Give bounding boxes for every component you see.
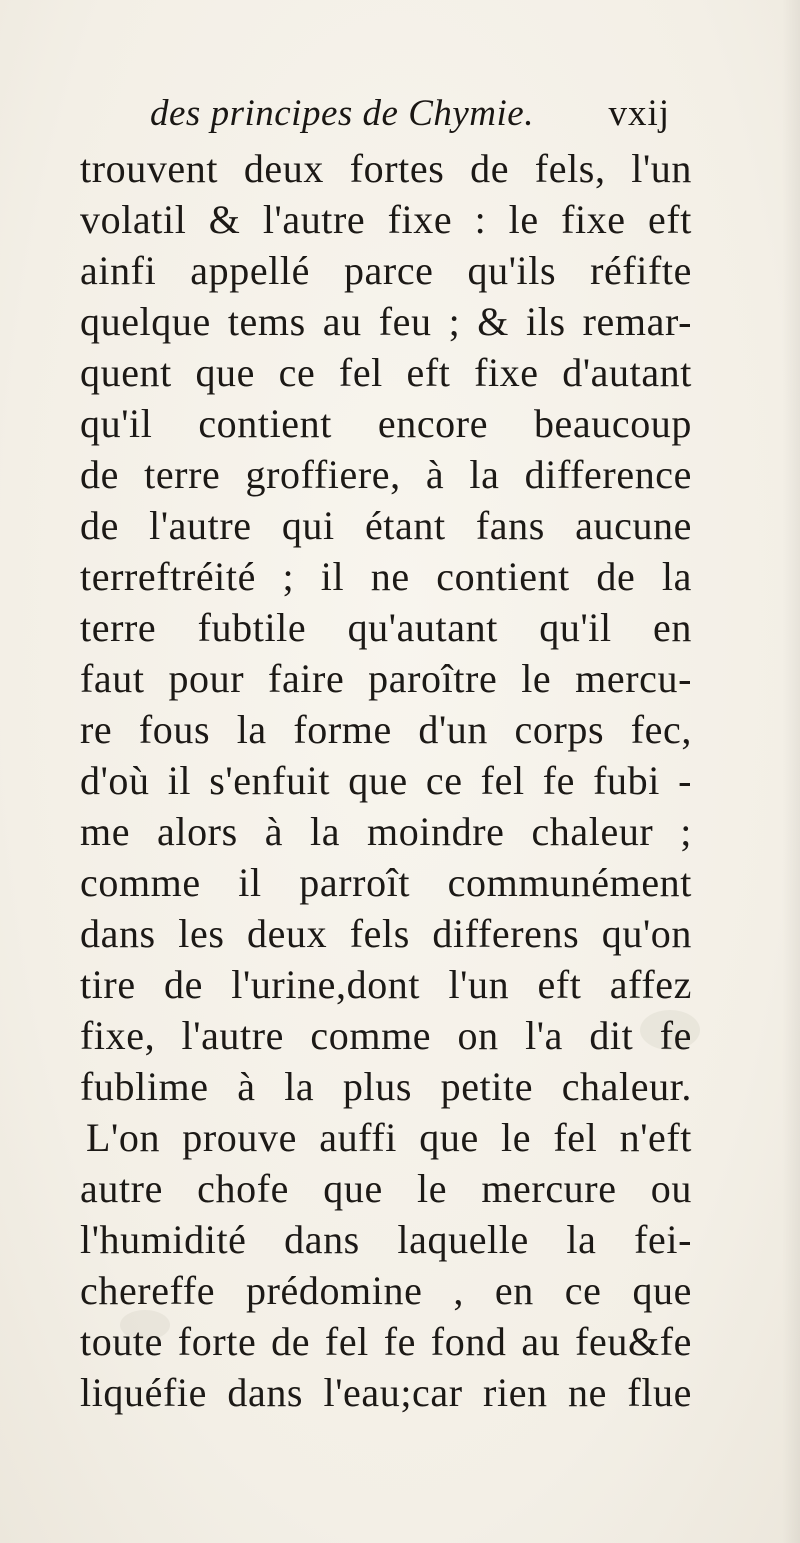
text-line: trouvent deux fortes de fels, l'un [80, 146, 692, 191]
text-line: fixe, l'autre comme on l'a dit fe [80, 1013, 692, 1058]
text-line: quelque tems au feu ; & ils remar- [80, 299, 692, 344]
text-line: L'on prouve auffi que le fel n'eft [86, 1115, 692, 1160]
text-line: terre fubtile qu'autant qu'il en [80, 605, 692, 650]
text-line: l'humidité dans laquelle la fei- [80, 1217, 692, 1262]
text-line: fublime à la plus petite chaleur. [80, 1064, 692, 1109]
text-line: dans les deux fels differens qu'on [80, 911, 692, 956]
text-line: volatil & l'autre fixe : le fixe eft [80, 197, 692, 242]
text-line: terreftréité ; il ne contient de la [80, 554, 692, 599]
text-line: faut pour faire paroître le mercu- [80, 656, 692, 701]
text-line: d'où il s'enfuit que ce fel fe fubi - [80, 758, 692, 803]
text-line: chereffe prédomine , en ce que [80, 1268, 692, 1313]
page-edge-shadow [782, 0, 800, 1543]
text-line: toute forte de fel fe fond au feu&fe [80, 1319, 692, 1364]
page-header [150, 92, 670, 142]
text-line: liquéfie dans l'eau;car rien ne flue [80, 1370, 692, 1415]
text-line: qu'il contient encore beaucoup [80, 401, 692, 446]
text-line: comme il parroît communément [80, 860, 692, 905]
text-line: tire de l'urine,dont l'un eft affez [80, 962, 692, 1007]
text-line: re fous la forme d'un corps fec, [80, 707, 692, 752]
text-line: ainfi appellé parce qu'ils réfifte [80, 248, 692, 293]
page-number: vxij [608, 93, 670, 134]
text-line: me alors à la moindre chaleur ; [80, 809, 692, 854]
text-line: autre chofe que le mercure ou [80, 1166, 692, 1211]
text-line: de l'autre qui étant fans aucune [80, 503, 692, 548]
text-line: quent que ce fel eft fixe d'autant [80, 350, 692, 395]
text-line: de terre groffiere, à la difference [80, 452, 692, 497]
running-title: des principes de Chymie. [150, 93, 534, 134]
body-text [80, 143, 692, 1418]
